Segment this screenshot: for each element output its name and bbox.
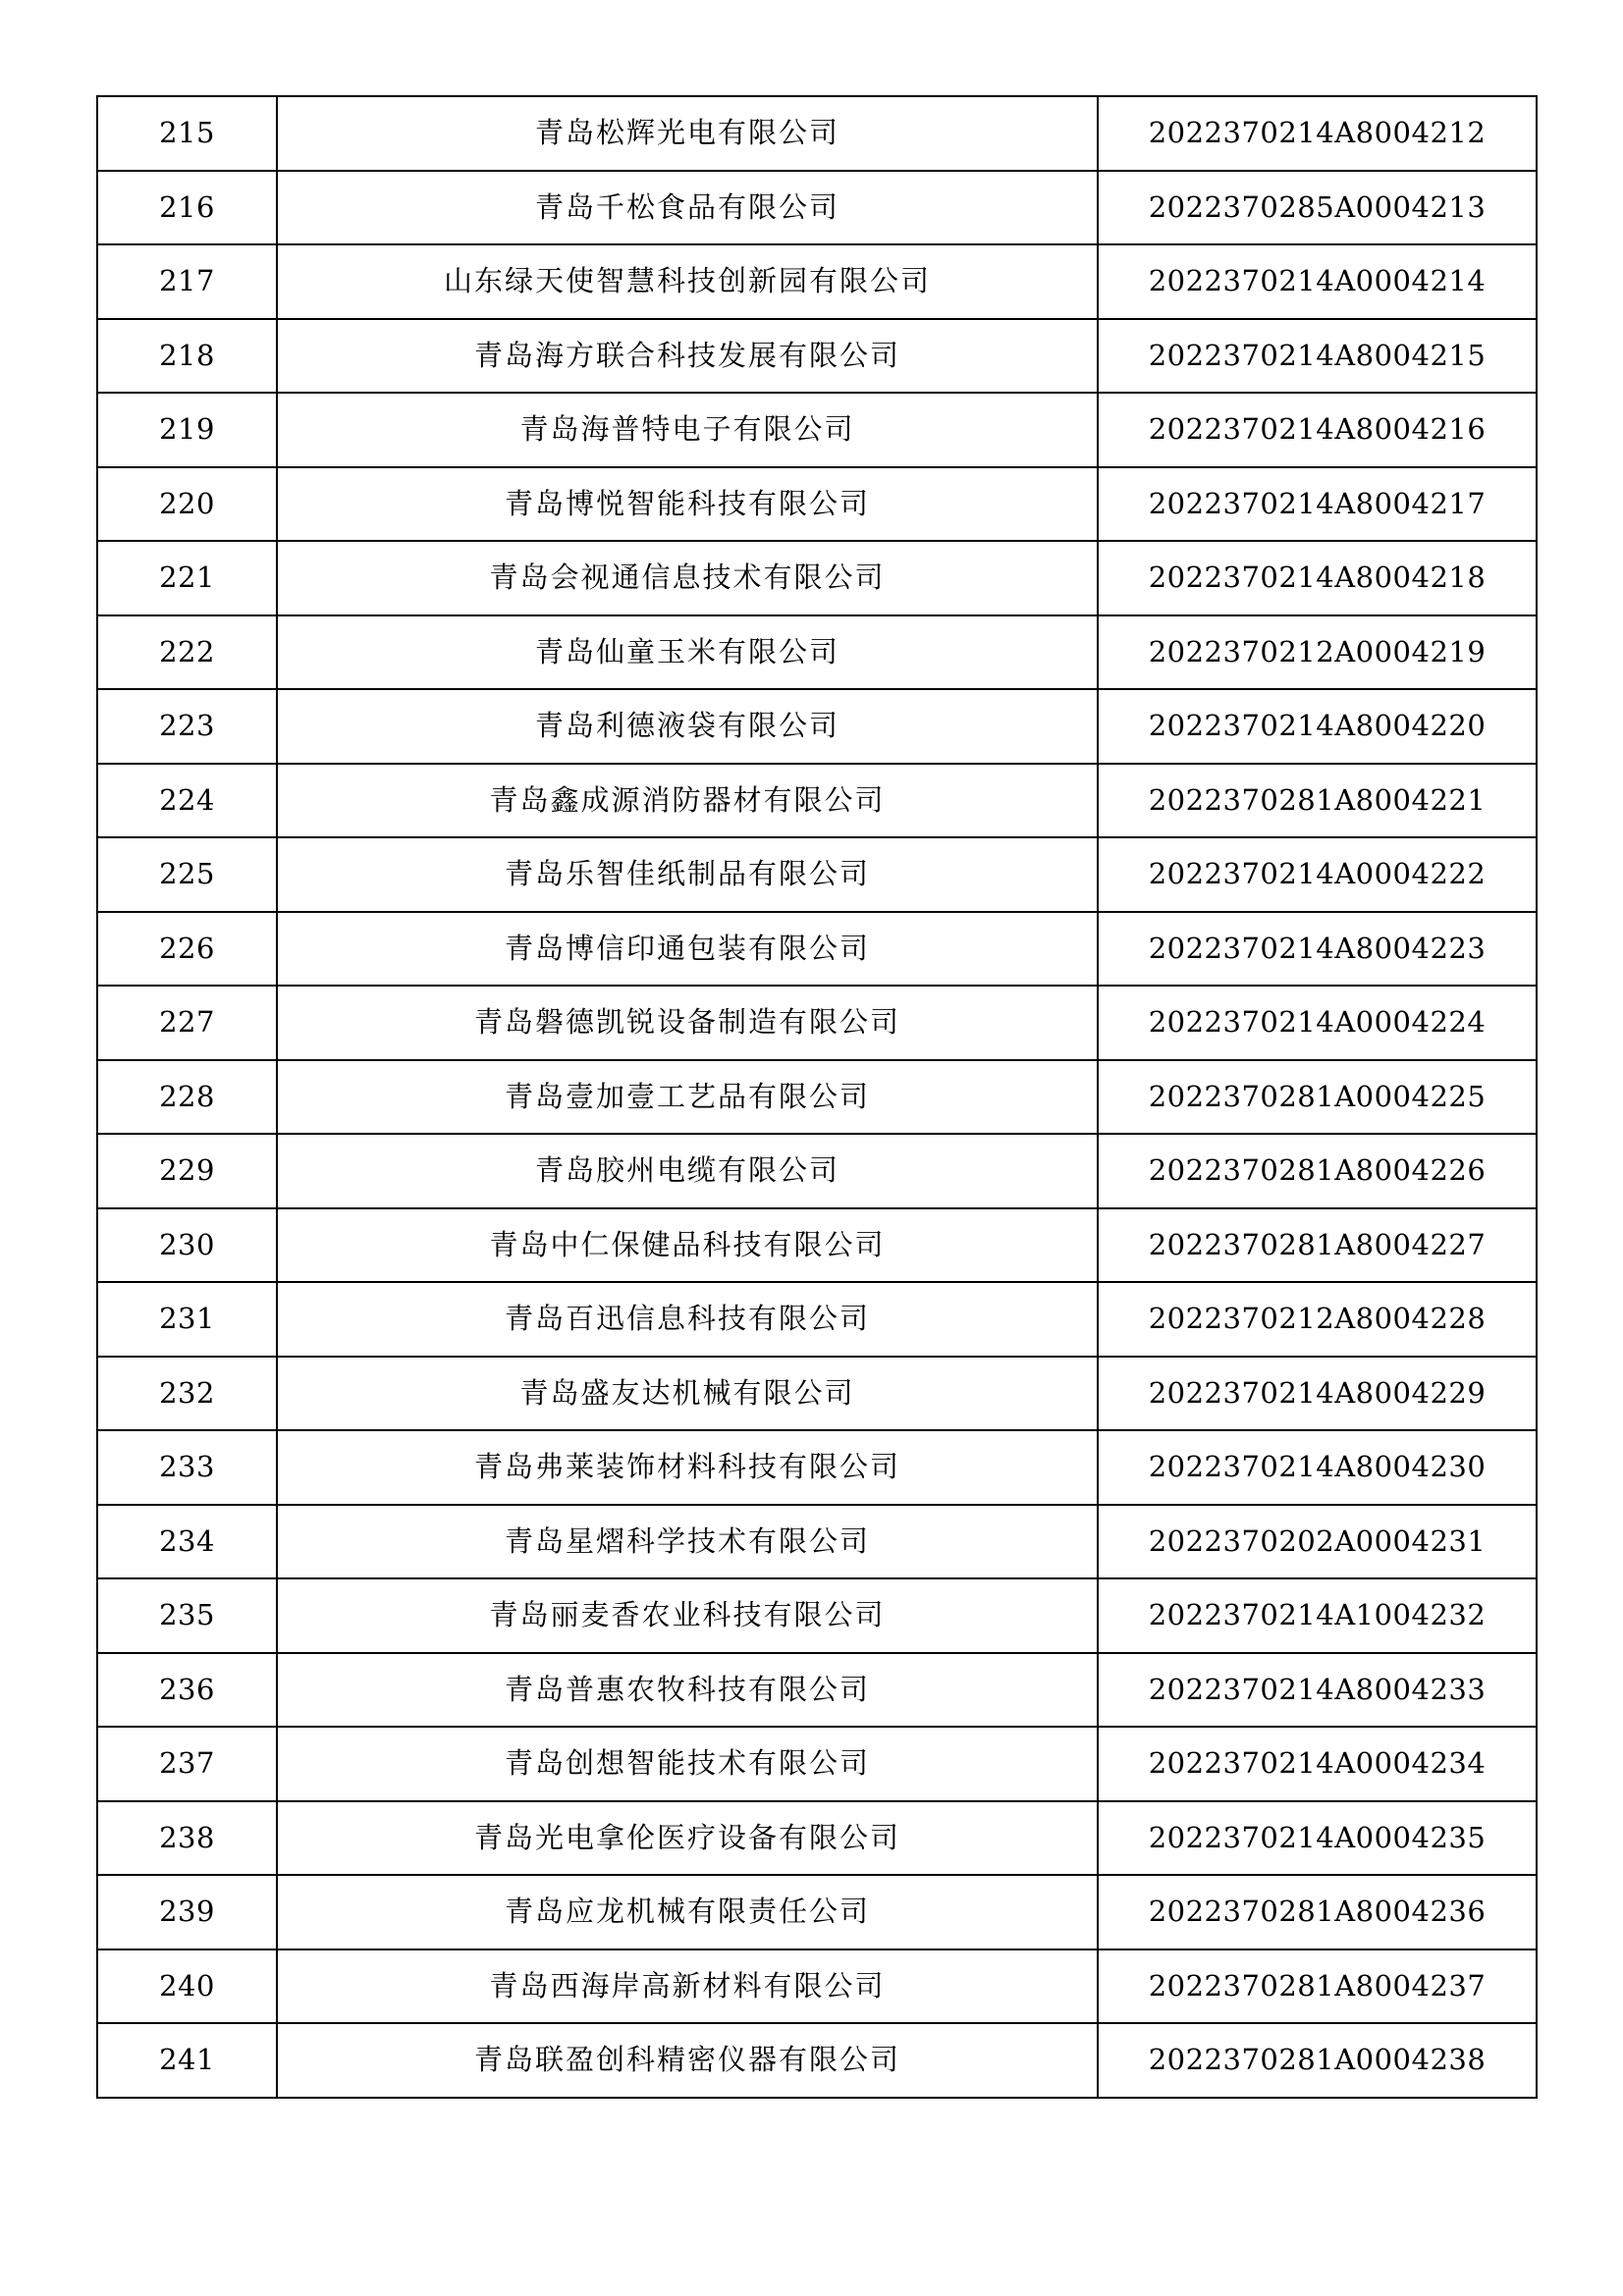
registration-code-cell: 2022370212A8004228 [1098,1282,1537,1357]
table-row [97,1430,1537,1505]
table-row [97,467,1537,542]
company-name-cell: 青岛百迅信息科技有限公司 [277,1282,1098,1357]
registration-code-cell: 2022370214A8004217 [1098,467,1537,542]
row-number-cell: 218 [97,319,277,394]
row-number-cell: 236 [97,1653,277,1728]
registration-code-cell: 2022370281A0004238 [1098,2023,1537,2098]
company-name-cell: 青岛西海岸高新材料有限公司 [277,1949,1098,2024]
table-row [97,319,1537,394]
company-name-cell: 青岛应龙机械有限责任公司 [277,1875,1098,1949]
table-row [97,96,1537,171]
row-number-cell: 223 [97,689,277,764]
table-row [97,541,1537,615]
row-number-cell: 239 [97,1875,277,1949]
company-name-cell: 青岛海方联合科技发展有限公司 [277,319,1098,394]
registration-code-cell: 2022370214A8004223 [1098,912,1537,987]
registration-code-cell: 2022370214A0004222 [1098,837,1537,912]
row-number-cell: 225 [97,837,277,912]
registration-code-cell: 2022370281A8004227 [1098,1208,1537,1283]
row-number-cell: 230 [97,1208,277,1283]
company-name-cell: 青岛利德液袋有限公司 [277,689,1098,764]
company-name-cell: 青岛创想智能技术有限公司 [277,1727,1098,1801]
row-number-cell: 221 [97,541,277,615]
table-row [97,1949,1537,2024]
registration-code-cell: 2022370281A0004225 [1098,1060,1537,1135]
registration-code-cell: 2022370214A8004220 [1098,689,1537,764]
row-number-cell: 226 [97,912,277,987]
row-number-cell: 224 [97,764,277,838]
row-number-cell: 227 [97,986,277,1060]
registration-code-cell: 2022370281A8004226 [1098,1134,1537,1208]
table-body [97,96,1537,2098]
company-name-cell: 青岛仙童玉米有限公司 [277,615,1098,690]
registration-code-cell: 2022370214A0004224 [1098,986,1537,1060]
table-row [97,1653,1537,1728]
table-row [97,764,1537,838]
registration-code-cell: 2022370281A8004221 [1098,764,1537,838]
table-row [97,837,1537,912]
company-name-cell: 青岛博悦智能科技有限公司 [277,467,1098,542]
row-number-cell: 222 [97,615,277,690]
table-row [97,1134,1537,1208]
company-name-cell: 青岛胶州电缆有限公司 [277,1134,1098,1208]
row-number-cell: 220 [97,467,277,542]
registration-code-cell: 2022370214A0004234 [1098,1727,1537,1801]
company-name-cell: 青岛普惠农牧科技有限公司 [277,1653,1098,1728]
registration-code-cell: 2022370214A8004233 [1098,1653,1537,1728]
table-row [97,1875,1537,1949]
table-row [97,912,1537,987]
row-number-cell: 231 [97,1282,277,1357]
table-row [97,1357,1537,1431]
company-name-cell: 青岛弗莱装饰材料科技有限公司 [277,1430,1098,1505]
table-row [97,1505,1537,1579]
table-row [97,393,1537,467]
company-name-cell: 青岛千松食品有限公司 [277,171,1098,245]
table-row [97,171,1537,245]
registration-code-cell: 2022370214A1004232 [1098,1578,1537,1653]
table-row [97,1060,1537,1135]
registration-code-cell: 2022370214A8004230 [1098,1430,1537,1505]
registration-code-cell: 2022370214A0004214 [1098,244,1537,319]
company-name-cell: 青岛松辉光电有限公司 [277,96,1098,171]
row-number-cell: 234 [97,1505,277,1579]
row-number-cell: 216 [97,171,277,245]
table-row [97,615,1537,690]
registration-code-cell: 2022370202A0004231 [1098,1505,1537,1579]
row-number-cell: 237 [97,1727,277,1801]
row-number-cell: 219 [97,393,277,467]
registration-code-cell: 2022370214A8004229 [1098,1357,1537,1431]
company-registry-table [96,95,1538,2099]
registration-code-cell: 2022370214A8004216 [1098,393,1537,467]
table-row [97,689,1537,764]
table-row [97,1727,1537,1801]
row-number-cell: 235 [97,1578,277,1653]
company-name-cell: 青岛中仁保健品科技有限公司 [277,1208,1098,1283]
company-name-cell: 青岛盛友达机械有限公司 [277,1357,1098,1431]
table-row [97,244,1537,319]
company-name-cell: 青岛星熠科学技术有限公司 [277,1505,1098,1579]
table-row [97,1578,1537,1653]
company-name-cell: 青岛联盈创科精密仪器有限公司 [277,2023,1098,2098]
registration-code-cell: 2022370281A8004237 [1098,1949,1537,2024]
table-row [97,1801,1537,1876]
table-row [97,1208,1537,1283]
company-name-cell: 青岛磐德凯锐设备制造有限公司 [277,986,1098,1060]
row-number-cell: 232 [97,1357,277,1431]
company-name-cell: 山东绿天使智慧科技创新园有限公司 [277,244,1098,319]
row-number-cell: 238 [97,1801,277,1876]
company-name-cell: 青岛博信印通包装有限公司 [277,912,1098,987]
row-number-cell: 233 [97,1430,277,1505]
company-name-cell: 青岛丽麦香农业科技有限公司 [277,1578,1098,1653]
company-name-cell: 青岛会视通信息技术有限公司 [277,541,1098,615]
table-row [97,1282,1537,1357]
row-number-cell: 217 [97,244,277,319]
table-row [97,2023,1537,2098]
row-number-cell: 240 [97,1949,277,2024]
row-number-cell: 215 [97,96,277,171]
registration-code-cell: 2022370214A8004215 [1098,319,1537,394]
registration-code-cell: 2022370281A8004236 [1098,1875,1537,1949]
row-number-cell: 241 [97,2023,277,2098]
registration-code-cell: 2022370285A0004213 [1098,171,1537,245]
registration-code-cell: 2022370214A8004218 [1098,541,1537,615]
company-name-cell: 青岛乐智佳纸制品有限公司 [277,837,1098,912]
table-row [97,986,1537,1060]
row-number-cell: 229 [97,1134,277,1208]
registration-code-cell: 2022370214A0004235 [1098,1801,1537,1876]
company-name-cell: 青岛光电拿伦医疗设备有限公司 [277,1801,1098,1876]
registration-code-cell: 2022370214A8004212 [1098,96,1537,171]
company-name-cell: 青岛海普特电子有限公司 [277,393,1098,467]
company-name-cell: 青岛壹加壹工艺品有限公司 [277,1060,1098,1135]
row-number-cell: 228 [97,1060,277,1135]
company-name-cell: 青岛鑫成源消防器材有限公司 [277,764,1098,838]
registration-code-cell: 2022370212A0004219 [1098,615,1537,690]
